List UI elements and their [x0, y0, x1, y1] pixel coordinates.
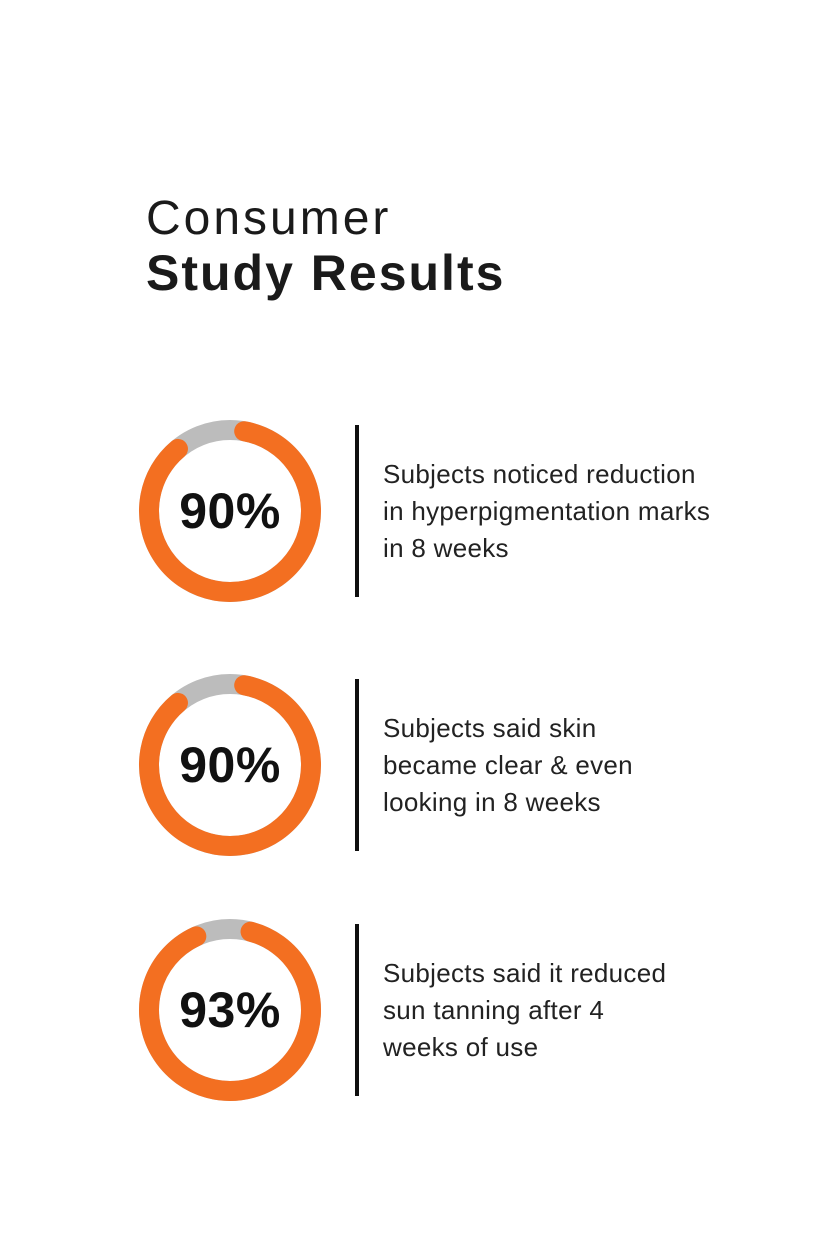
result-description	[383, 456, 710, 567]
description-line: weeks of use	[383, 1031, 539, 1062]
percent-label: 90%	[179, 483, 281, 539]
description-line: looking in 8 weeks	[383, 786, 601, 817]
result-description	[383, 955, 666, 1066]
description-line: sun tanning after 4	[383, 994, 605, 1025]
result-row	[138, 918, 666, 1102]
vertical-divider	[355, 924, 359, 1096]
description-line: in hyperpigmentation marks	[383, 495, 711, 526]
result-row	[138, 673, 633, 857]
description-line: Subjects said skin	[383, 712, 597, 743]
vertical-divider	[355, 679, 359, 851]
result-row	[138, 419, 710, 603]
description-line: became clear & even	[383, 749, 633, 780]
progress-ring	[138, 918, 322, 1102]
page-title-line2: Study Results	[146, 245, 506, 301]
result-description	[383, 710, 633, 821]
percent-label: 90%	[179, 737, 281, 793]
page-title-line1: Consumer	[146, 192, 392, 245]
percent-label: 93%	[179, 982, 281, 1038]
progress-ring	[138, 673, 322, 857]
description-line: Subjects said it reduced	[383, 957, 667, 988]
vertical-divider	[355, 425, 359, 597]
page-title	[146, 192, 505, 300]
description-line: Subjects noticed reduction	[383, 458, 696, 489]
description-line: in 8 weeks	[383, 532, 509, 563]
progress-ring	[138, 419, 322, 603]
